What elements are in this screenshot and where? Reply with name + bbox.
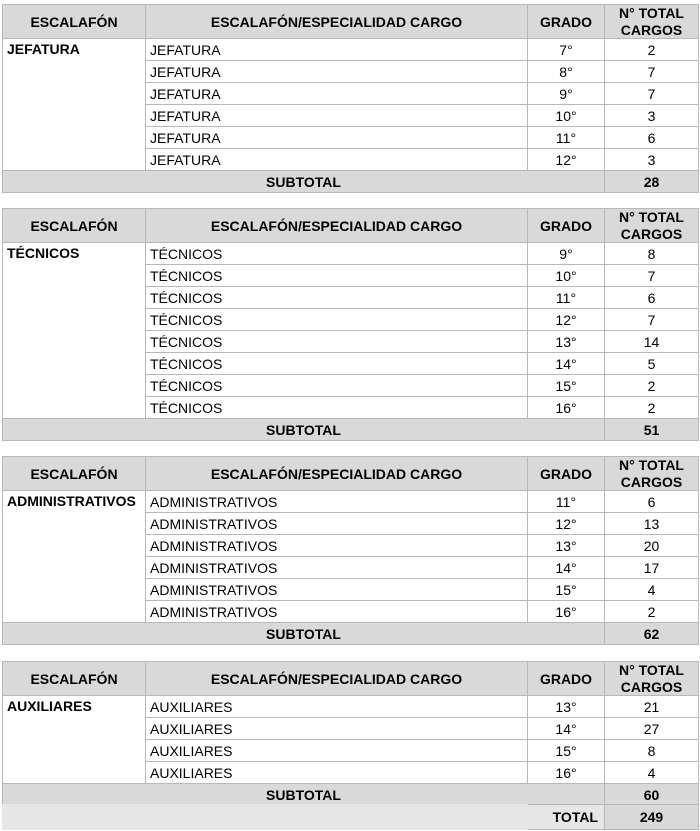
total-cargos-cell: 3 — [605, 105, 699, 127]
subtotal-row — [3, 419, 699, 441]
escalafon-name — [3, 39, 146, 171]
total-cargos-cell: 27 — [605, 718, 699, 740]
grado-cell: 13° — [528, 331, 605, 353]
grado-cell: 11° — [528, 287, 605, 309]
cargo-cell: TÉCNICOS — [146, 331, 528, 353]
subtotal-value: 60 — [605, 784, 699, 806]
total-cargos-cell: 4 — [605, 762, 699, 784]
subtotal-row — [3, 623, 699, 645]
grand-total-value: 249 — [605, 805, 699, 830]
subtotal-row — [3, 171, 699, 193]
grado-cell: 7° — [528, 39, 605, 61]
escalafon-name — [3, 491, 146, 623]
grado-cell: 10° — [528, 105, 605, 127]
header-grado: GRADO — [528, 662, 605, 696]
grado-cell: 14° — [528, 557, 605, 579]
header-grado: GRADO — [528, 5, 605, 39]
cargo-cell: TÉCNICOS — [146, 265, 528, 287]
escalafon-table — [2, 661, 699, 806]
subtotal-label: SUBTOTAL — [3, 419, 605, 441]
table-header-row — [3, 457, 699, 491]
table-header-row — [3, 209, 699, 243]
grado-cell: 10° — [528, 265, 605, 287]
subtotal-label: SUBTOTAL — [3, 623, 605, 645]
total-cargos-cell: 8 — [605, 740, 699, 762]
total-cargos-cell: 17 — [605, 557, 699, 579]
total-cargos-cell: 21 — [605, 696, 699, 718]
subtotal-label: SUBTOTAL — [3, 171, 605, 193]
cargo-cell: ADMINISTRATIVOS — [146, 601, 528, 623]
total-cargos-cell: 8 — [605, 243, 699, 265]
cargo-cell: AUXILIARES — [146, 762, 528, 784]
cargo-cell: TÉCNICOS — [146, 287, 528, 309]
escalafon-label: ADMINISTRATIVOS — [7, 493, 136, 509]
escalafon-table — [2, 4, 699, 193]
cargo-cell: ADMINISTRATIVOS — [146, 557, 528, 579]
escalafon-label: AUXILIARES — [7, 698, 92, 714]
total-cargos-cell: 5 — [605, 353, 699, 375]
cargo-cell: TÉCNICOS — [146, 397, 528, 419]
total-cargos-cell: 7 — [605, 265, 699, 287]
total-cargos-cell: 13 — [605, 513, 699, 535]
escalafon-name — [3, 243, 146, 419]
header-total-cargos: N° TOTAL CARGOS — [605, 5, 699, 39]
cargo-cell: JEFATURA — [146, 83, 528, 105]
cargo-cell: JEFATURA — [146, 61, 528, 83]
grand-total-table — [2, 804, 699, 830]
total-cargos-cell: 7 — [605, 61, 699, 83]
grand-total-label: TOTAL — [528, 805, 605, 830]
grado-cell: 11° — [528, 491, 605, 513]
escalafon-label: TÉCNICOS — [7, 245, 80, 261]
cargo-cell: ADMINISTRATIVOS — [146, 513, 528, 535]
total-cargos-cell: 2 — [605, 39, 699, 61]
grand-total-spacer — [3, 805, 528, 830]
grado-cell: 11° — [528, 127, 605, 149]
subtotal-row — [3, 784, 699, 806]
escalafon-label: JEFATURA — [7, 41, 80, 57]
total-cargos-cell: 7 — [605, 83, 699, 105]
table-row — [3, 696, 699, 718]
cargo-cell: AUXILIARES — [146, 696, 528, 718]
cargo-cell: ADMINISTRATIVOS — [146, 491, 528, 513]
grado-cell: 9° — [528, 83, 605, 105]
cargo-cell: AUXILIARES — [146, 718, 528, 740]
cargo-cell: TÉCNICOS — [146, 309, 528, 331]
header-total-cargos: N° TOTAL CARGOS — [605, 457, 699, 491]
total-cargos-cell: 2 — [605, 375, 699, 397]
grado-cell: 9° — [528, 243, 605, 265]
total-cargos-cell: 14 — [605, 331, 699, 353]
table-row — [3, 491, 699, 513]
total-cargos-cell: 2 — [605, 397, 699, 419]
grado-cell: 16° — [528, 601, 605, 623]
grado-cell: 14° — [528, 353, 605, 375]
header-escalafon: ESCALAFÓN — [3, 5, 146, 39]
header-escalafon: ESCALAFÓN — [3, 209, 146, 243]
escalafon-table — [2, 208, 699, 441]
total-cargos-cell: 6 — [605, 127, 699, 149]
cargo-cell: AUXILIARES — [146, 740, 528, 762]
grado-cell: 16° — [528, 762, 605, 784]
grado-cell: 8° — [528, 61, 605, 83]
cargo-cell: ADMINISTRATIVOS — [146, 579, 528, 601]
header-escalafon: ESCALAFÓN — [3, 457, 146, 491]
cargo-cell: JEFATURA — [146, 127, 528, 149]
header-especialidad: ESCALAFÓN/ESPECIALIDAD CARGO — [146, 662, 528, 696]
grado-cell: 13° — [528, 535, 605, 557]
total-cargos-cell: 3 — [605, 149, 699, 171]
header-escalafon: ESCALAFÓN — [3, 662, 146, 696]
header-grado: GRADO — [528, 457, 605, 491]
subtotal-label: SUBTOTAL — [3, 784, 605, 806]
cargo-cell: ADMINISTRATIVOS — [146, 535, 528, 557]
total-cargos-cell: 2 — [605, 601, 699, 623]
total-cargos-cell: 6 — [605, 491, 699, 513]
subtotal-value: 51 — [605, 419, 699, 441]
header-grado: GRADO — [528, 209, 605, 243]
subtotal-value: 28 — [605, 171, 699, 193]
cargo-cell: JEFATURA — [146, 105, 528, 127]
grado-cell: 13° — [528, 696, 605, 718]
header-especialidad: ESCALAFÓN/ESPECIALIDAD CARGO — [146, 457, 528, 491]
cargo-cell: JEFATURA — [146, 39, 528, 61]
grado-cell: 16° — [528, 397, 605, 419]
escalafon-table — [2, 456, 699, 645]
grado-cell: 12° — [528, 149, 605, 171]
grado-cell: 15° — [528, 375, 605, 397]
total-cargos-cell: 7 — [605, 309, 699, 331]
escalafon-name — [3, 696, 146, 784]
table-header-row — [3, 5, 699, 39]
total-cargos-cell: 6 — [605, 287, 699, 309]
table-row — [3, 243, 699, 265]
header-especialidad: ESCALAFÓN/ESPECIALIDAD CARGO — [146, 5, 528, 39]
header-total-cargos: N° TOTAL CARGOS — [605, 209, 699, 243]
grado-cell: 12° — [528, 309, 605, 331]
grado-cell: 12° — [528, 513, 605, 535]
grado-cell: 15° — [528, 579, 605, 601]
table-header-row — [3, 662, 699, 696]
cargo-cell: TÉCNICOS — [146, 375, 528, 397]
total-cargos-cell: 4 — [605, 579, 699, 601]
grand-total-row — [3, 805, 699, 830]
total-cargos-cell: 20 — [605, 535, 699, 557]
header-total-cargos: N° TOTAL CARGOS — [605, 662, 699, 696]
cargo-cell: TÉCNICOS — [146, 353, 528, 375]
cargo-cell: TÉCNICOS — [146, 243, 528, 265]
grado-cell: 14° — [528, 718, 605, 740]
grado-cell: 15° — [528, 740, 605, 762]
table-row — [3, 39, 699, 61]
subtotal-value: 62 — [605, 623, 699, 645]
cargo-cell: JEFATURA — [146, 149, 528, 171]
header-especialidad: ESCALAFÓN/ESPECIALIDAD CARGO — [146, 209, 528, 243]
